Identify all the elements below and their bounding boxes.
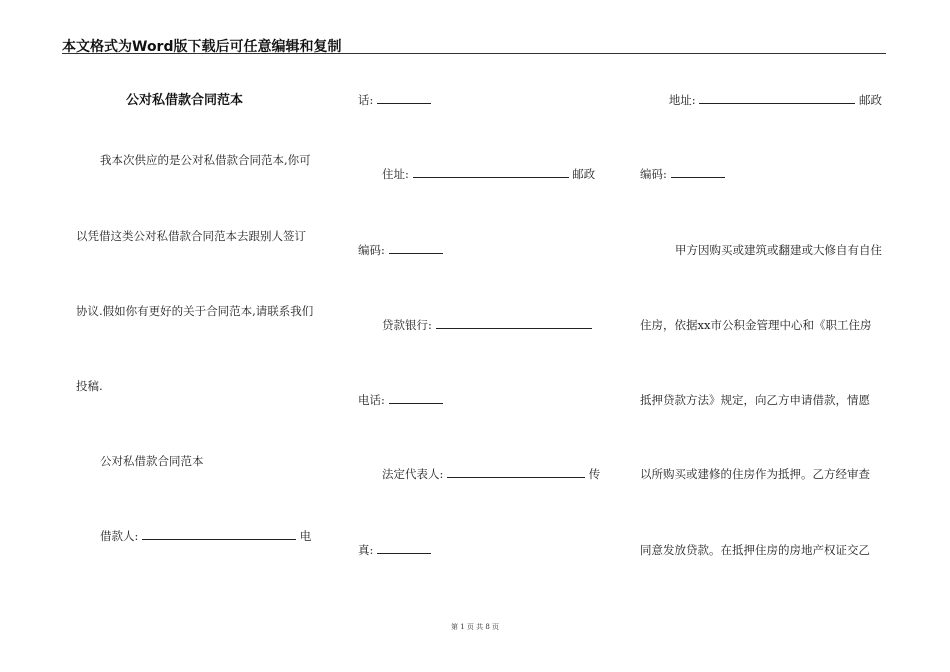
clause-line-5: 同意发放贷款。在抵押住房的房地产权证交乙 [640,543,870,557]
postcode-label: 编码: [358,243,385,257]
phone-tail: 话: [358,93,374,107]
phone-blank [377,93,431,104]
bank-line [382,318,608,332]
borrower-tail: 电 [299,529,312,543]
address-blank [413,167,569,178]
address-tail: 邮政 [572,167,596,181]
text-column-1 [76,0,328,672]
intro-line-1: 我本次供应的是公对私借款合同范本,你可 [100,153,311,167]
document-title: 公对私借款合同范本 [126,93,244,108]
page-number: 第 1 页 共 8 页 [450,623,500,631]
lender-address-blank [699,93,855,104]
intro-line-2: 以凭借这类公对私借款合同范本去跟别人签订 [76,229,306,243]
clause-line-2: 住房，依据xx市公积金管理中心和《职工住房 [640,318,872,332]
address-label: 住址: [382,167,409,181]
borrower-blank [142,529,296,540]
text-column-3 [640,0,882,672]
phone2-blank [389,393,443,404]
lender-postcode-blank [671,167,725,178]
representative-label: 法定代表人: [382,467,444,481]
borrower-line [100,529,328,543]
address-line [382,167,608,181]
clause-line-3: 抵押贷款方法》规定，向乙方申请借款，情愿 [640,393,870,407]
lender-postcode-label: 编码: [640,167,667,181]
phone-label: 电话: [358,393,385,407]
postcode-blank [389,243,443,254]
bank-label: 贷款银行: [382,318,432,332]
borrower-label: 借款人: [100,529,139,543]
lender-address-label: 地址: [668,93,696,107]
header-text: 本文格式为Word版下载后可任意编辑和复制 [62,39,342,55]
lender-address-tail: 邮政 [859,93,882,107]
representative-tail: 传 [588,467,601,481]
fax-tail: 真: [358,543,374,557]
lender-address-line [640,93,882,107]
intro-line-4: 投稿. [76,379,103,393]
text-column-2 [358,0,608,672]
postcode-line [358,243,608,257]
fax-line [358,543,608,557]
representative-line [382,467,608,481]
intro-line-3: 协议.假如你有更好的关于合同范本,请联系我们 [76,304,314,318]
bank-blank [436,318,592,329]
clause-line-1: 甲方因购买或建筑或翻建或大修自有自住 [675,243,882,257]
representative-blank [447,467,585,478]
phone-line-continued [358,93,608,107]
contract-subtitle: 公对私借款合同范本 [100,454,204,468]
clause-line-4: 以所购买或建修的住房作为抵押。乙方经审查 [640,467,870,481]
phone-line [358,393,608,407]
lender-postcode-line [640,167,882,181]
fax-blank [377,543,431,554]
